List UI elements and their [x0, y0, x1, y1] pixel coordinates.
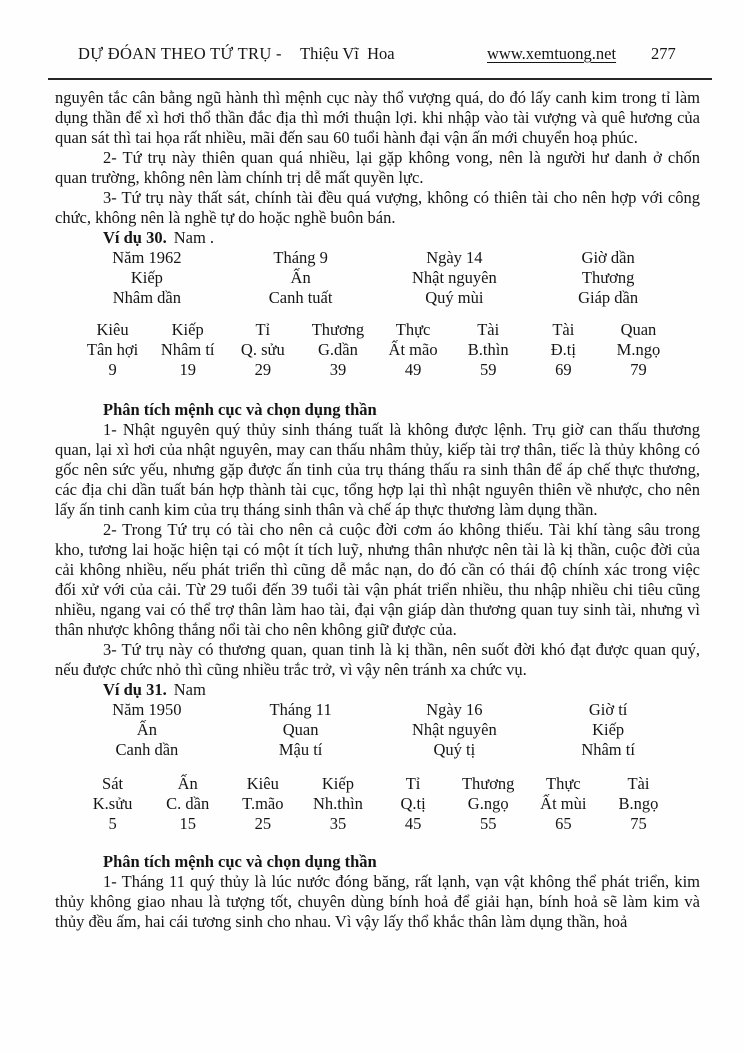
- table-row: [70, 720, 685, 740]
- example-31-analysis-heading: Phân tích mệnh cục và chọn dụng thần: [103, 852, 377, 871]
- table-row: [75, 360, 676, 380]
- header-divider: [48, 78, 712, 80]
- table-cell: Sát: [102, 774, 124, 793]
- example-30-analysis-3: 3- Tứ trụ này có thương quan, quan tinh là kị thần, nên suốt đời khó đạt được quan quý, nếu được chức nhỏ thì cũng nhiều trắc trở, vì vậy nên tránh xa chức vụ.: [55, 640, 700, 679]
- table-cell: Tháng 9: [273, 248, 328, 267]
- table-cell: Ấn: [290, 268, 311, 287]
- table-cell: Thương: [461, 774, 515, 793]
- page-header: [0, 44, 744, 66]
- example-31-analysis-1: 1- Tháng 11 quý thủy là lúc nước đóng băng, rất lạnh, vạn vật không thể phát triển, kim thủy không giao nhau là tượng tốt, chuyên dùng bính hoả để giải hạn, bính hoả sẽ làm kim và thủy đều ấm, hai cái tương sinh cho nhau. Vì vậy lấy thổ khắc thân làm dụng thần, hoả: [55, 872, 700, 931]
- table-cell: 29: [254, 360, 272, 379]
- table-cell: Nhật nguyên: [411, 268, 497, 287]
- table-row: [70, 248, 685, 268]
- table-cell: Kiếp: [321, 774, 354, 793]
- table-cell: 19: [179, 360, 196, 379]
- example-31-gender: Nam: [173, 680, 206, 699]
- example-30-analysis-heading: Phân tích mệnh cục và chọn dụng thần: [103, 400, 377, 419]
- table-cell: 59: [479, 360, 497, 379]
- table-cell: Tài: [552, 320, 575, 339]
- author-name: Thiệu Vĩ Hoa: [300, 44, 395, 63]
- table-cell: Thực: [395, 320, 431, 339]
- table-cell: Ấn: [177, 774, 198, 793]
- page-content: [55, 88, 700, 932]
- table-cell: Nh.thìn: [312, 794, 363, 813]
- table-row: [75, 774, 676, 794]
- table-cell: Ất mão: [388, 340, 438, 359]
- table-cell: Q. sửu: [240, 340, 285, 359]
- table-cell: Ngày 16: [426, 700, 483, 719]
- table-cell: Q.tị: [400, 794, 426, 813]
- table-cell: Giờ tí: [588, 700, 628, 719]
- table-cell: Đ.tị: [550, 340, 576, 359]
- table-cell: Năm 1950: [112, 700, 182, 719]
- table-cell: G.dần: [318, 340, 358, 359]
- table-cell: Ất mùi: [540, 794, 587, 813]
- table-cell: Ấn: [136, 720, 157, 739]
- example-30-gender: Nam .: [173, 228, 215, 247]
- table-cell: K.sửu: [92, 794, 133, 813]
- numbered-paragraph-2: 2- Tứ trụ này thiên quan quá nhiều, lại gặp không vong, nên là người hư danh ở chốn quan trường, không nên làm chính trị dễ mất quyền lực.: [55, 148, 700, 187]
- table-cell: Kiếp: [130, 268, 163, 287]
- example-31-label: Ví dụ 31.: [103, 680, 167, 699]
- table-cell: Nhâm tí: [160, 340, 215, 359]
- website-link[interactable]: www.xemtuong.net: [487, 44, 617, 63]
- table-cell: 5: [108, 814, 117, 833]
- table-cell: Tỉ: [255, 320, 271, 339]
- example-30-label: Ví dụ 30.: [103, 228, 167, 247]
- table-cell: Thực: [546, 774, 581, 793]
- table-cell: G.ngọ: [467, 794, 509, 813]
- table-cell: Tháng 11: [269, 700, 332, 719]
- table-cell: Thương: [311, 320, 365, 339]
- table-cell: Kiêu: [246, 774, 279, 793]
- table-cell: 39: [329, 360, 347, 379]
- table-row: [70, 288, 685, 308]
- intro-paragraph: nguyên tắc cân bằng ngũ hành thì mệnh cục này thổ vượng quá, do đó lấy canh kim trong tỉ làm dụng thần để xì hơi thổ thần đắc địa thì mới thuận lợi. khi nhập vào tài vượng và quê hương của quan sát thì tai họa rất nhiều, mãi đến sau 60 tuổi hành đại vận ấn mới chuyển hoạ phúc.: [55, 88, 700, 147]
- table-cell: Năm 1962: [112, 248, 182, 267]
- table-cell: Nhâm dần: [112, 288, 182, 307]
- table-row: [75, 340, 676, 360]
- example-31-luck-cycle-table: [75, 774, 676, 834]
- table-cell: Ngày 14: [426, 248, 483, 267]
- table-cell: M.ngọ: [616, 340, 661, 359]
- table-cell: Quan: [620, 320, 657, 339]
- table-cell: Quan: [282, 720, 319, 739]
- table-row: [75, 794, 676, 814]
- table-cell: Canh dần: [115, 740, 179, 759]
- example-30-pillars-table: [70, 248, 685, 308]
- example-30-caption: [55, 228, 700, 248]
- example-31-caption: [55, 680, 700, 700]
- table-cell: 49: [404, 360, 422, 379]
- table-cell: Kiếp: [171, 320, 204, 339]
- table-cell: Tài: [477, 320, 500, 339]
- example-31-pillars-table: [70, 700, 685, 760]
- page-number: 277: [651, 44, 676, 63]
- table-row: [75, 320, 676, 340]
- table-cell: Kiếp: [592, 720, 625, 739]
- table-cell: 35: [329, 814, 347, 833]
- table-cell: B.thìn: [467, 340, 509, 359]
- table-row: [70, 700, 685, 720]
- table-cell: Mậu tí: [278, 740, 323, 759]
- table-cell: 9: [108, 360, 117, 379]
- table-cell: Nhâm tí: [581, 740, 635, 759]
- table-cell: 79: [630, 360, 647, 379]
- table-cell: Tỉ: [405, 774, 421, 793]
- table-cell: Kiêu: [96, 320, 129, 339]
- example-30-analysis-1: 1- Nhật nguyên quý thủy sinh tháng tuất là không được lệnh. Trụ giờ can thấu thương quan, lại xì hơi của nhật nguyên, may can thấu nhâm thủy, kiếp tài trợ thân, tiếc là thủy không có gốc nên sức yếu, nhưng gặp được ấn tinh của trụ tháng thấu ra sinh thân để áp chế thực thương, các địa chi dần tuất bán hợp thành tài cục, tổng hợp lại thì nhật nguyên thiên về nhược, cho nên lấy ấn tinh canh kim của trụ tháng sinh thân và chế áp thực thương làm dụng thần.: [55, 420, 700, 519]
- table-cell: Giáp dần: [578, 288, 639, 307]
- table-cell: Nhật nguyên: [411, 720, 497, 739]
- table-cell: Canh tuất: [268, 288, 333, 307]
- book-title: DỰ ĐÓAN THEO TỨ TRỤ -: [78, 44, 282, 63]
- numbered-paragraph-3: 3- Tứ trụ này thất sát, chính tài đều quá vượng, không có thiên tài cho nên hợp với công chức, không nên là nghề tự do hoặc nghề buôn bán.: [55, 188, 700, 227]
- table-cell: Tài: [627, 774, 650, 793]
- table-cell: Quý tị: [433, 740, 476, 759]
- table-cell: 55: [479, 814, 497, 833]
- table-cell: Giờ dần: [581, 248, 635, 267]
- table-cell: 15: [179, 814, 196, 833]
- table-row: [75, 814, 676, 834]
- table-cell: T.mão: [242, 794, 284, 813]
- table-cell: 69: [555, 360, 572, 379]
- table-row: [70, 268, 685, 288]
- table-row: [70, 740, 685, 760]
- table-cell: 45: [404, 814, 422, 833]
- table-cell: Quý mùi: [425, 288, 484, 307]
- table-cell: Tân hợi: [86, 340, 139, 359]
- example-30-luck-cycle-table: [75, 320, 676, 380]
- table-cell: B.ngọ: [618, 794, 659, 813]
- table-cell: 25: [254, 814, 272, 833]
- table-cell: 65: [555, 814, 572, 833]
- example-30-analysis-2: 2- Trong Tứ trụ có tài cho nên cả cuộc đời cơm áo không thiếu. Tài khí tàng sâu trong kho, tương lai hoặc hiện tại có một ít tích luỹ, nhưng thân nhược nên tài là kị thần, cuộc đời của cải không nhiều, nếu phát triển thì cũng dễ mắc nạn, do đó cần có thái độ chính xác trong việc đối xử với của cải. Từ 29 tuổi đến 39 tuổi tài vận phát triển nhiều, thu nhập nhiều chi tiêu cũng nhiều, ngang vai có thể trợ thân làm hao tài, đại vận giáp dàn thương quan tuy sinh tài, nhưng vì thân nhược không thắng nổi tài cho nên không giữ được của.: [55, 520, 700, 639]
- table-cell: Thương: [581, 268, 635, 287]
- table-cell: 75: [630, 814, 647, 833]
- table-cell: C. dần: [166, 794, 210, 813]
